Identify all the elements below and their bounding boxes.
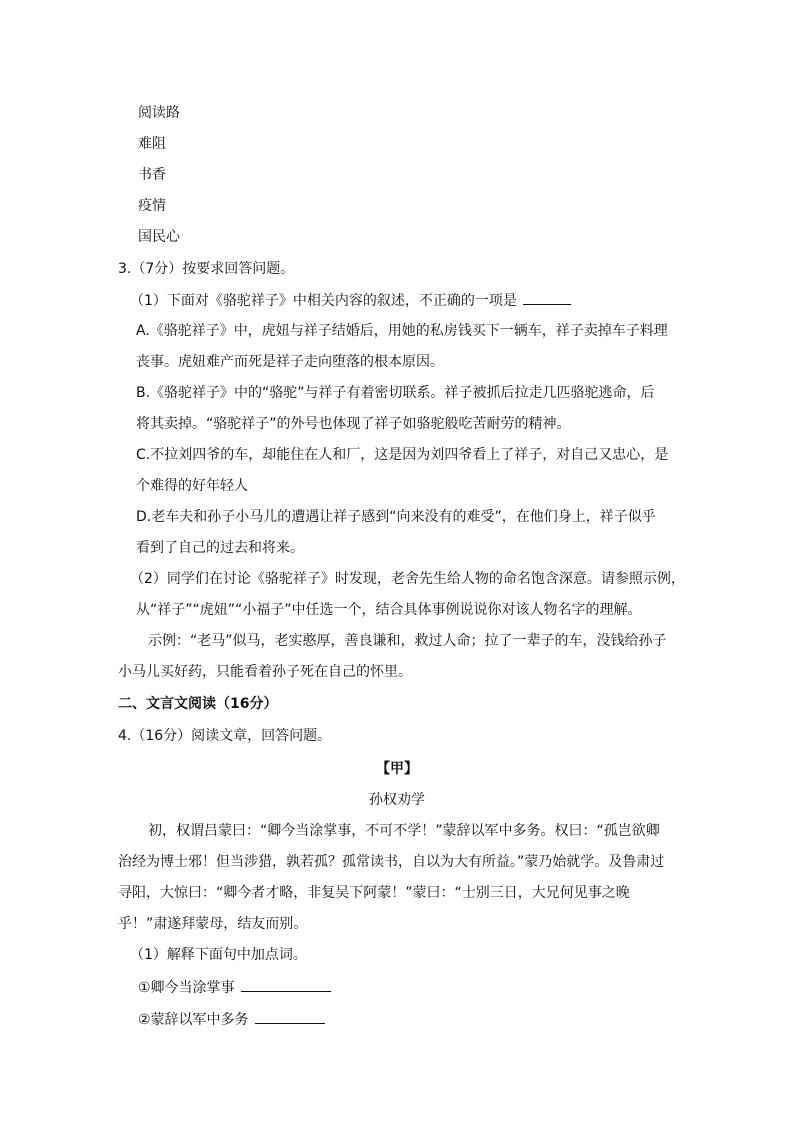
option-c-line1: C.不拉刘四爷的车，却能住在人和厂，这是因为刘四爷看上了祥子，对自己又忠心，是	[136, 447, 669, 463]
item-2	[138, 1009, 325, 1030]
item-2-blank[interactable]	[255, 1009, 325, 1024]
item-1-blank[interactable]	[241, 977, 331, 992]
question-4-title: 4.（16分）阅读文章，回答问题。	[118, 728, 332, 744]
section-2-heading: 二、文言文阅读（16分）	[118, 696, 278, 712]
essay-title: 孙权劝学	[369, 792, 425, 808]
question-3-2-line2: 从“祥子”“虎妞”“小福子”中任选一个，结合具体事例说说你对该人物名字的理解。	[136, 602, 642, 618]
line-hard-block: 难阻	[138, 136, 166, 152]
question-3-2-line1: （2）同学们在讨论《骆驼祥子》时发现，老舍先生给人物的命名饱含深意。请参照示例，	[130, 571, 685, 587]
option-a-line1: A.《骆驼祥子》中，虎妞与祥子结婚后，用她的私房钱买下一辆车，祥子卖掉车子料理	[136, 323, 668, 339]
example-line1: 示例：“老马”似马，老实憨厚，善良谦和，救过人命；拉了一辈子的车，没钱给孙子	[148, 633, 667, 649]
line-book-fragrance: 书香	[138, 167, 166, 183]
line-reading-road: 阅读路	[138, 105, 180, 121]
essay-line1: 初，权谓吕蒙曰：“卿今当涂掌事，不可不学！”蒙辞以军中多务。权曰：“孤岂欲卿	[148, 823, 660, 839]
essay-line2: 治经为博士邪！但当涉猎，孰若孤？孤常读书，自以为大有所益。”蒙乃始就学。及鲁肃过	[118, 854, 665, 870]
question-3-1	[130, 290, 571, 311]
line-epidemic: 疫情	[138, 198, 166, 214]
question-3-1-text: （1）下面对《骆驼祥子》中相关内容的叙述，不正确的一项是	[130, 293, 517, 309]
example-line2: 小马儿买好药，只能看着孙子死在自己的怀里。	[118, 664, 412, 680]
option-d-line1: D.老车夫和孙子小马儿的遭遇让祥子感到“向来没有的难受”，在他们身上，祥子似乎	[136, 509, 656, 525]
option-d-line2: 看到了自己的过去和将来。	[136, 540, 304, 556]
item-1	[138, 977, 331, 998]
passage-label: 【甲】	[376, 761, 418, 777]
option-b-line1: B.《骆驼祥子》中的“骆驼”与祥子有着密切联系。祥子被抓后拉走几匹骆驼逃命，后	[136, 385, 655, 401]
essay-line4: 乎！”肃遂拜蒙母，结友而别。	[118, 916, 308, 932]
item-1-text: ①卿今当涂掌事	[138, 980, 235, 996]
question-3-title: 3.（7分）按要求回答问题。	[118, 261, 295, 277]
item-2-text: ②蒙辞以军中多务	[138, 1012, 249, 1028]
line-national-heart: 国民心	[138, 229, 180, 245]
option-c-line2: 个难得的好年轻人	[136, 478, 248, 494]
essay-line3: 寻阳，大惊曰：“卿今者才略，非复吴下阿蒙！”蒙曰：“士别三日，大兄何见事之晚	[118, 885, 630, 901]
question-4-1: （1）解释下面句中加点词。	[130, 947, 307, 963]
option-b-line2: 将其卖掉。“骆驼祥子”的外号也体现了祥子如骆驼般吃苦耐劳的精神。	[136, 416, 571, 432]
option-a-line2: 丧事。虎妞难产而死是祥子走向堕落的根本原因。	[136, 354, 444, 370]
answer-blank[interactable]	[523, 290, 571, 305]
